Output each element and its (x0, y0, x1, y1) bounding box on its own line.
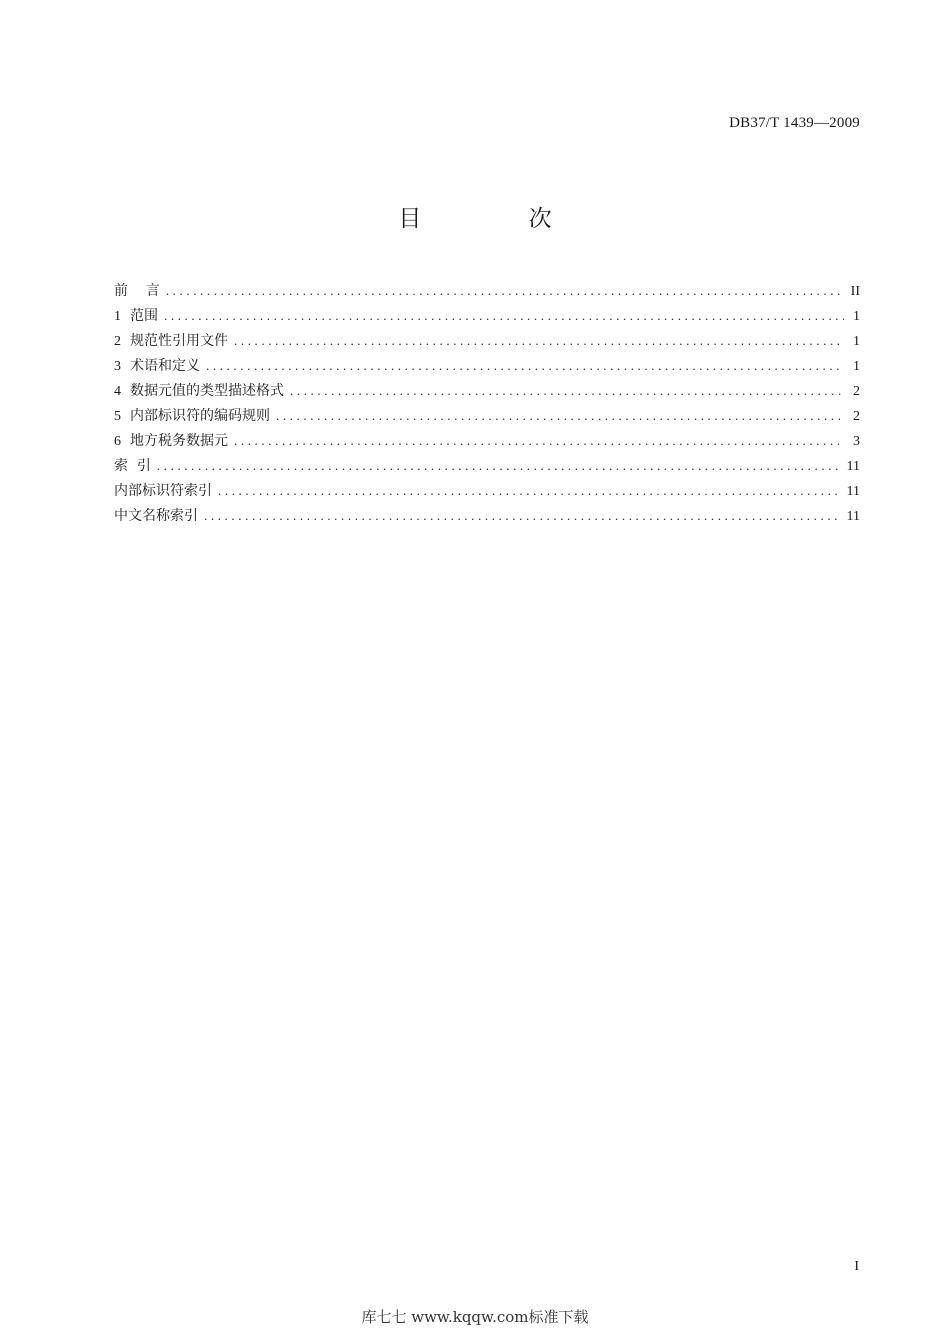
toc-label: 地方税务数据元 (130, 433, 228, 449)
toc-entry-identifier-coding-rules[interactable] (114, 403, 860, 428)
toc-page: 2 (853, 409, 860, 424)
toc-page: 11 (846, 459, 860, 474)
toc-page: 11 (846, 484, 860, 499)
toc-label: 中文名称索引 (114, 508, 198, 524)
toc-number: 5 (114, 409, 121, 424)
dot-leader (204, 503, 841, 528)
toc-entry-foreword[interactable] (114, 278, 860, 303)
toc-entry-index[interactable] (114, 453, 860, 478)
toc-entry-tax-data-elements[interactable] (114, 428, 860, 453)
toc-page: 11 (846, 509, 860, 524)
toc-page: 3 (853, 434, 860, 449)
toc-page: 1 (853, 359, 860, 374)
toc-label: 内部标识符索引 (114, 483, 212, 499)
page-number: I (854, 1259, 859, 1274)
toc-page: 1 (853, 309, 860, 324)
toc-page: 1 (853, 334, 860, 349)
toc-label: 规范性引用文件 (130, 333, 228, 349)
dot-leader (234, 428, 844, 453)
dot-leader (206, 353, 844, 378)
dot-leader (290, 378, 844, 403)
table-of-contents (114, 278, 860, 528)
toc-label: 内部标识符的编码规则 (130, 408, 270, 424)
toc-entry-chinese-name-index[interactable] (114, 503, 860, 528)
page-title: 目 次 (398, 206, 602, 232)
dot-leader (234, 328, 844, 353)
toc-label: 范围 (130, 308, 158, 324)
toc-entry-value-type-format[interactable] (114, 378, 860, 403)
toc-label: 前 言 (114, 283, 160, 299)
dot-leader (157, 453, 841, 478)
toc-number: 3 (114, 359, 121, 374)
toc-label: 数据元值的类型描述格式 (130, 383, 284, 399)
dot-leader (166, 278, 844, 303)
toc-entry-identifier-index[interactable] (114, 478, 860, 503)
toc-entry-terms-definitions[interactable] (114, 353, 860, 378)
toc-entry-normative-references[interactable] (114, 328, 860, 353)
dot-leader (218, 478, 841, 503)
toc-entry-scope[interactable] (114, 303, 860, 328)
toc-page: 2 (853, 384, 860, 399)
toc-number: 1 (114, 309, 121, 324)
standard-code: DB37/T 1439—2009 (729, 115, 860, 131)
dot-leader (164, 303, 844, 328)
footer-watermark: 库七七 www.kqqw.com标准下载 (361, 1308, 589, 1326)
toc-label: 术语和定义 (130, 358, 200, 374)
toc-number: 6 (114, 434, 121, 449)
dot-leader (276, 403, 844, 428)
toc-page: II (850, 284, 860, 299)
toc-number: 2 (114, 334, 121, 349)
toc-label: 索 引 (114, 458, 151, 474)
toc-number: 4 (114, 384, 121, 399)
